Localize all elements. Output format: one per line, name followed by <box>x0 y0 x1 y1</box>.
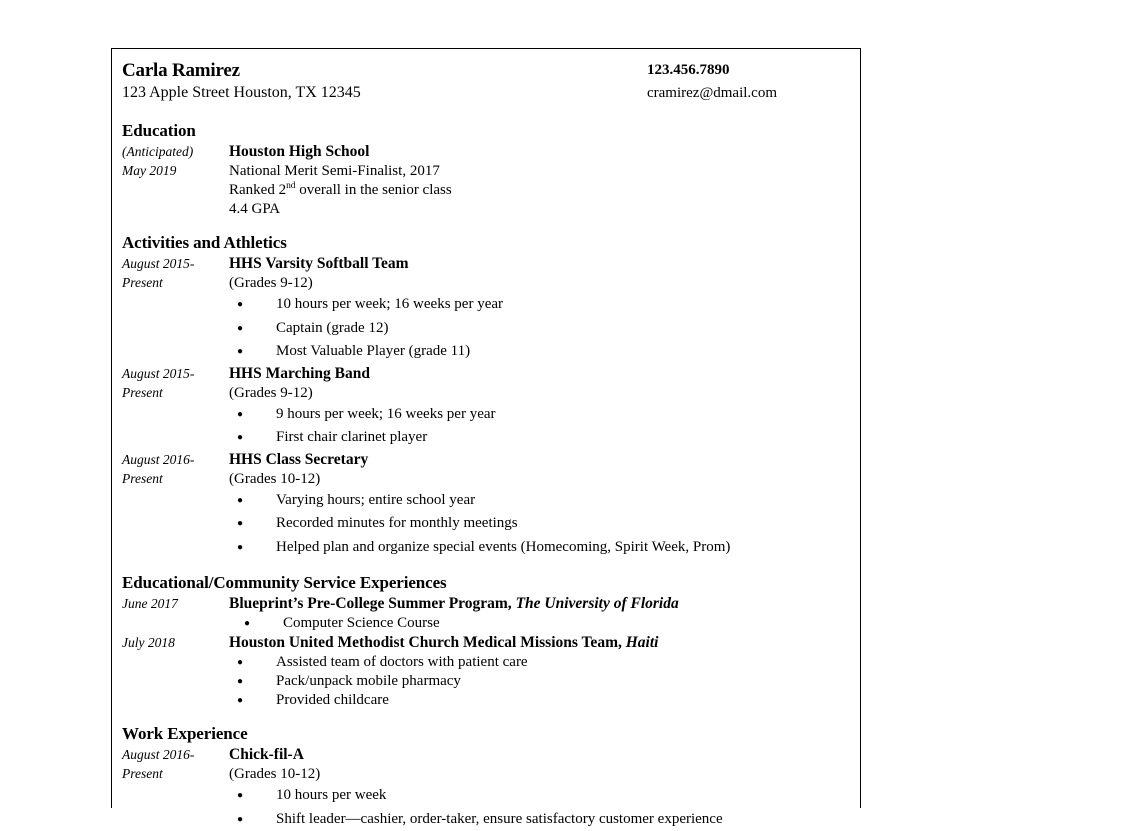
entry-organization-name: Houston High School <box>229 143 369 160</box>
resume-entry <box>122 364 860 450</box>
entry-bullet-list <box>229 293 860 364</box>
entry-bullet-list <box>229 653 860 710</box>
bullet-item: ● First chair clarinet player <box>229 426 860 450</box>
entry-organization-name: Houston United Methodist Church Medical Missions Team, <box>229 634 622 651</box>
entry-subtitle: (Grades 10-12) <box>229 470 860 489</box>
resume-sections <box>122 120 860 831</box>
entry-date-line: June 2017 <box>122 594 222 613</box>
header-right-block <box>647 59 777 104</box>
resume-content <box>112 49 860 831</box>
entry-dates <box>122 745 222 783</box>
entry-date-line: Present <box>122 383 222 402</box>
bullet-item: ● Captain (grade 12) <box>229 317 860 341</box>
entry-subtitle: (Grades 9-12) <box>229 274 860 293</box>
header-left-block <box>122 59 361 104</box>
entry-body <box>229 450 860 560</box>
entry-dates <box>122 594 222 613</box>
resume-entry <box>122 745 860 831</box>
entry-detail-line: 4.4 GPA <box>229 200 860 219</box>
section-heading: Educational/Community Service Experiences <box>122 572 860 593</box>
entry-date-line: Present <box>122 273 222 292</box>
entry-bullet-list <box>229 403 860 450</box>
bullet-item: ● Computer Science Course <box>229 614 860 633</box>
candidate-phone: 123.456.7890 <box>647 59 777 82</box>
resume-page <box>111 48 861 808</box>
entry-organization-name: Blueprint’s Pre-College Summer Program, <box>229 595 512 612</box>
section-heading: Education <box>122 120 860 141</box>
entry-body <box>229 594 860 633</box>
entry-organization-name: HHS Marching Band <box>229 365 370 382</box>
entry-date-line: August 2016- <box>122 450 222 469</box>
entry-organization <box>229 364 860 384</box>
section-heading: Activities and Athletics <box>122 232 860 253</box>
entry-body <box>229 745 860 831</box>
entry-date-line: Present <box>122 764 222 783</box>
resume-section <box>122 120 860 219</box>
resume-entry <box>122 450 860 560</box>
entry-body <box>229 633 860 710</box>
entry-date-line: May 2019 <box>122 161 222 180</box>
entry-dates <box>122 142 222 180</box>
resume-entry <box>122 633 860 710</box>
bullet-item: ● Helped plan and organize special events (Homecoming, Spirit Week, Prom) <box>229 536 860 560</box>
candidate-name: Carla Ramirez <box>122 59 361 82</box>
entry-organization <box>229 594 860 614</box>
entry-organization <box>229 633 860 653</box>
entry-organization-name: HHS Class Secretary <box>229 451 368 468</box>
candidate-address: 123 Apple Street Houston, TX 12345 <box>122 82 361 104</box>
candidate-email: cramirez@dmail.com <box>647 82 777 104</box>
entry-location: The University of Florida <box>516 595 679 612</box>
bullet-item: ● Provided childcare <box>229 691 860 710</box>
entry-detail-line: National Merit Semi-Finalist, 2017 <box>229 162 860 181</box>
entry-detail-line: Ranked 2nd overall in the senior class <box>229 181 860 200</box>
bullet-item: ● Varying hours; entire school year <box>229 489 860 513</box>
entry-dates <box>122 450 222 488</box>
entry-body <box>229 364 860 450</box>
bullet-item: ● Shift leader—cashier, order-taker, ensure satisfactory customer experience <box>229 808 860 831</box>
entry-date-line: August 2015- <box>122 254 222 273</box>
bullet-item: ● 10 hours per week; 16 weeks per year <box>229 293 860 317</box>
resume-section <box>122 723 860 831</box>
entry-organization <box>229 254 860 274</box>
entry-dates <box>122 254 222 292</box>
entry-body <box>229 254 860 364</box>
bullet-item: ● Most Valuable Player (grade 11) <box>229 340 860 364</box>
entry-subtitle: (Grades 10-12) <box>229 765 860 784</box>
entry-dates <box>122 364 222 402</box>
resume-section <box>122 572 860 710</box>
bullet-item: ● Assisted team of doctors with patient care <box>229 653 860 672</box>
entry-body <box>229 142 860 219</box>
entry-organization <box>229 745 860 765</box>
entry-bullet-list <box>229 489 860 560</box>
entry-bullet-list <box>229 614 860 633</box>
bullet-item: ● Pack/unpack mobile pharmacy <box>229 672 860 691</box>
resume-entry <box>122 594 860 633</box>
entry-date-line: July 2018 <box>122 633 222 652</box>
entry-dates <box>122 633 222 652</box>
entry-organization-name: Chick-fil-A <box>229 746 304 763</box>
resume-section <box>122 232 860 559</box>
entry-organization <box>229 142 860 162</box>
bullet-item: ● Recorded minutes for monthly meetings <box>229 512 860 536</box>
entry-date-line: August 2016- <box>122 745 222 764</box>
entry-organization-name: HHS Varsity Softball Team <box>229 255 409 272</box>
bullet-item: ● 9 hours per week; 16 weeks per year <box>229 403 860 427</box>
entry-organization <box>229 450 860 470</box>
entry-date-line: (Anticipated) <box>122 142 222 161</box>
resume-entry <box>122 142 860 219</box>
entry-date-line: Present <box>122 469 222 488</box>
entry-date-line: August 2015- <box>122 364 222 383</box>
resume-header <box>122 59 860 107</box>
resume-entry <box>122 254 860 364</box>
section-heading: Work Experience <box>122 723 860 744</box>
bullet-item: ● 10 hours per week <box>229 784 860 808</box>
entry-location: Haiti <box>626 634 659 651</box>
entry-subtitle: (Grades 9-12) <box>229 384 860 403</box>
entry-bullet-list <box>229 784 860 831</box>
